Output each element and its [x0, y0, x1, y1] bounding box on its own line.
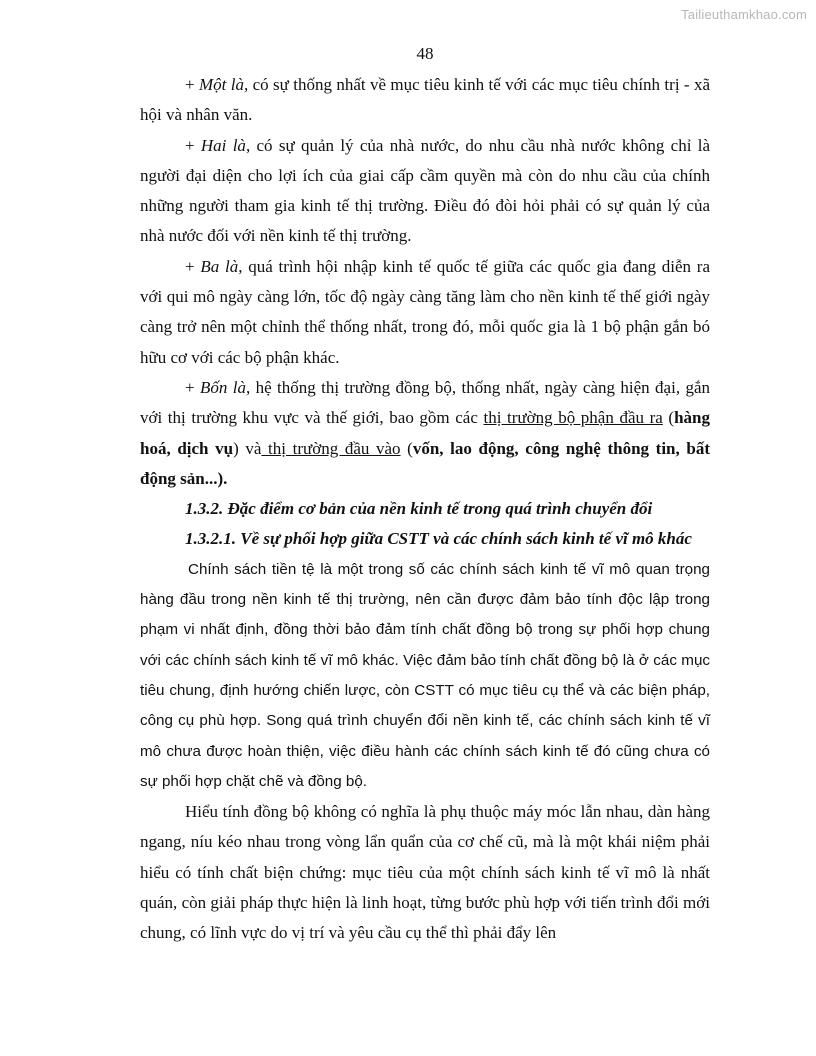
term-ba-la: Ba là — [200, 256, 239, 276]
bullet-plus: + — [185, 256, 201, 276]
page-number: 48 — [416, 44, 434, 63]
paragraph-text: ) và — [233, 438, 262, 458]
term-hai-la: Hai là — [200, 135, 246, 155]
underlined-input-market: thị trường đầu vào — [261, 438, 401, 458]
bullet-plus: + — [185, 75, 199, 94]
bold-goods-services: hàng hoá, dịch vụ — [140, 408, 710, 458]
paragraph-synchronization: Hiểu tính đồng bộ không có nghĩa là phụ thuộc máy móc lẫn nhau, dàn hàng ngang, níu kéo nhau trong vòng lẩn quẩn của cơ chế cũ, mà là một khái niệm phải hiểu có tính chất biện chứng: mục tiêu của một chính sách kinh tế vĩ mô là nhất quán, còn giải pháp thực hiện là linh hoạt, từng bước phù hợp với tiến trình đổi mới chung, có lĩnh vực do vị trí và yêu cầu cụ thể thì phải đẩy lên — [140, 802, 710, 943]
bold-input-factors: vốn, lao động, công nghệ thông tin, bất động sản...). — [140, 438, 710, 488]
paragraph-ba-la — [140, 252, 710, 373]
bullet-plus: + — [185, 377, 200, 397]
paragraph-text: , quá trình hội nhập kinh tế quốc tế giữa các quốc gia đang diễn ra với qui mô ngày càng lớn, tốc độ ngày càng tăng làm cho nền kinh tế thế giới ngày càng trở nên một chỉnh thể thống nhất, trong đó, mỗi quốc gia là 1 bộ phận gắn bó hữu cơ với các bộ phận khác. — [140, 256, 711, 367]
bullet-plus: + — [185, 135, 201, 155]
document-body — [140, 70, 710, 949]
watermark: Tailieuthamkhao.com — [681, 7, 807, 22]
paragraph-text: , có sự quản lý của nhà nước, do nhu cầu nhà nước không chỉ là người đại diện cho lợi ích của giai cấp cầm quyền mà còn do nhu cầu của chính những người tham gia kinh tế thị trường. Điều đó đòi hỏi phải có sự quản lý của nhà nước đối với nền kinh tế thị trường. — [140, 135, 710, 246]
term-bon-la: Bốn là — [199, 377, 246, 397]
paragraph-mot-la — [140, 70, 710, 131]
paragraph-text: ( — [662, 408, 675, 428]
section-heading-1-3-2-1: 1.3.2.1. Về sự phối hợp giữa CSTT và các chính sách kinh tế vĩ mô khác — [185, 529, 692, 549]
term-mot-la: Một là — [198, 75, 244, 94]
paragraph-hai-la — [140, 131, 710, 252]
paragraph-text: , có sự thống nhất về mục tiêu kinh tế với các mục tiêu chính trị - xã hội và nhân văn. — [140, 75, 711, 125]
paragraph-monetary-policy: Chính sách tiền tệ là một trong số các chính sách kinh tế vĩ mô quan trọng hàng đầu trong nền kinh tế thị trường, nên cần được đảm bảo tính độc lập trong phạm vi nhất định, đồng thời bảo đảm tính chất đồng bộ trong sự phối hợp chung với các chính sách kinh tế vĩ mô khác. Việc đảm bảo tính chất đồng bộ là ở các mục tiêu chung, định hướng chiến lược, còn CSTT có mục tiêu cụ thể và các biện pháp, công cụ phù hợp. Song quá trình chuyển đổi nền kinh tế, các chính sách kinh tế vĩ mô chưa được hoàn thiện, việc điều hành các chính sách kinh tế đó cũng chưa có sự phối hợp chặt chẽ và đồng bộ. — [140, 560, 710, 790]
paragraph-text: ( — [400, 438, 413, 458]
section-heading-1-3-2: 1.3.2. Đặc điểm cơ bản của nền kinh tế trong quá trình chuyển đổi — [185, 499, 653, 519]
paragraph-bon-la — [140, 373, 710, 494]
underlined-output-market: thị trường bộ phận đầu ra — [483, 408, 663, 428]
paragraph-text: , hệ thống thị trường đồng bộ, thống nhất, ngày càng hiện đại, gắn với thị trường khu vực và thế giới, bao gồm các — [140, 377, 711, 428]
